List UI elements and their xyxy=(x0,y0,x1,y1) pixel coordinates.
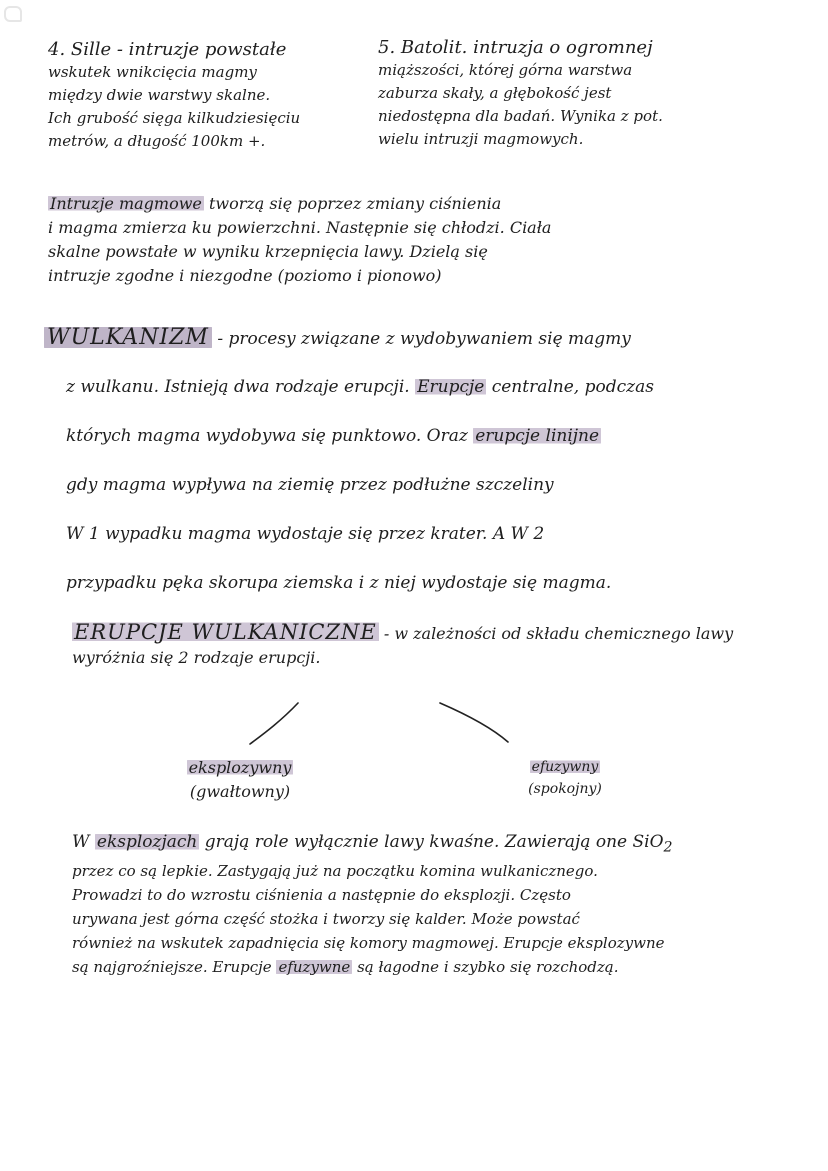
wulkanizm-heading-line xyxy=(44,318,814,367)
batolit-line: 5. Batolit. intruzja o ogromnej xyxy=(378,37,653,58)
type-efuzywny xyxy=(500,756,630,800)
sille-line: wskutek wnikcięcia magmy xyxy=(48,63,257,81)
wulkanizm-text: - procesy związane z wydobywaniem się magmy xyxy=(211,329,631,349)
eruptions-line xyxy=(72,955,812,979)
eruptions-line xyxy=(72,830,812,859)
eruptions-line: również na wskutek zapadnięcia się komory magmowej. Erupcje eksplozywne xyxy=(72,934,665,953)
eksplozywny-desc: (gwałtowny) xyxy=(189,782,291,801)
eruptions-line: Prowadzi to do wzrostu ciśnienia a następnie do eksplozji. Często xyxy=(72,886,571,905)
wulkanizm-text: których magma wydobywa się punktowo. Oraz xyxy=(66,426,474,446)
branch-left-line xyxy=(250,703,298,744)
batolit-line: wielu intruzji magmowych. xyxy=(378,130,584,148)
corner-mark xyxy=(4,6,22,22)
section-erupcje xyxy=(72,620,812,670)
wulkanizm-text: z wulkanu. Istnieją dwa rodzaje erupcji. xyxy=(66,377,416,397)
efuzywny-desc: (spokojny) xyxy=(528,781,602,797)
wulkanizm-line xyxy=(44,416,814,465)
section-sille xyxy=(48,38,348,153)
erupcje-heading-line xyxy=(72,620,812,646)
erupcje-text: - w zależności od składu chemicznego lawy xyxy=(378,624,734,643)
highlight-intrusions-term: Intruzje magmowe xyxy=(50,194,202,213)
branch-right-line xyxy=(440,703,508,742)
type-eksplozywny xyxy=(170,756,310,804)
eruptions-text: są najgroźniejsze. Erupcje xyxy=(72,958,277,977)
eruptions-text: grają role wyłącznie lawy kwaśne. Zawierają one SiO xyxy=(199,832,664,852)
sille-line: między dwie warstwy skalne. xyxy=(48,86,271,104)
wulkanizm-line: W 1 wypadku magma wydostaje się przez krater. A W 2 xyxy=(66,524,545,544)
sille-line: Ich grubość sięga kilkudziesięciu xyxy=(48,109,301,127)
intrusions-line: intruzje zgodne i niezgodne (poziomo i pionowo) xyxy=(48,266,442,285)
intrusions-line xyxy=(48,192,788,216)
section-wulkanizm xyxy=(44,318,814,612)
eruptions-text: są łagodne i szybko się rozchodzą. xyxy=(352,958,619,977)
batolit-line: zaburza skały, a głębokość jest xyxy=(378,84,612,102)
efuzywny-label: efuzywny xyxy=(531,759,599,775)
eruptions-line: przez co są lepkie. Zastygają już na początku komina wulkanicznego. xyxy=(72,862,598,881)
eksplozywny-label: eksplozywny xyxy=(188,758,292,777)
wulkanizm-line: przypadku pęka skorupa ziemska i z niej wydostaje się magma. xyxy=(66,573,612,593)
eruptions-text: W xyxy=(72,832,95,852)
sille-line: 4. Sille - intruzje powstałe xyxy=(48,39,287,60)
batolit-line: niedostępna dla badań. Wynika z pot. xyxy=(378,107,663,125)
intrusions-text: tworzą się poprzez zmiany ciśnienia xyxy=(203,194,502,213)
eruptions-line: urywana jest górna część stożka i tworzy się kalder. Może powstać xyxy=(72,910,580,929)
highlight-erupcje-linijne: erupcje linijne xyxy=(475,426,600,446)
intrusions-line: i magma zmierza ku powierzchni. Następnie się chłodzi. Ciała xyxy=(48,218,552,237)
wulkanizm-heading: WULKANIZM xyxy=(44,325,212,350)
erupcje-heading: ERUPCJE WULKANICZNE xyxy=(74,620,377,644)
sille-line: metrów, a długość 100km +. xyxy=(48,132,266,150)
highlight-eksplozjach: eksplozjach xyxy=(96,832,198,852)
wulkanizm-line: gdy magma wypływa na ziemię przez podłużne szczeliny xyxy=(66,475,554,495)
wulkanizm-line xyxy=(44,367,814,416)
batolit-line: miąższości, której górna warstwa xyxy=(378,61,633,79)
highlight-efuzywne: efuzywne xyxy=(278,958,351,977)
wulkanizm-text: centralne, podczas xyxy=(486,377,654,397)
intrusions-paragraph xyxy=(48,192,788,288)
section-batolit xyxy=(378,36,798,151)
erupcje-line: wyróżnia się 2 rodzaje erupcji. xyxy=(72,648,321,667)
eruptions-paragraph xyxy=(72,830,812,979)
highlight-erupcje: Erupcje xyxy=(417,377,485,397)
subscript-2: 2 xyxy=(663,839,673,856)
intrusions-line: skalne powstałe w wyniku krzepnięcia lawy. Dzielą się xyxy=(48,242,488,261)
